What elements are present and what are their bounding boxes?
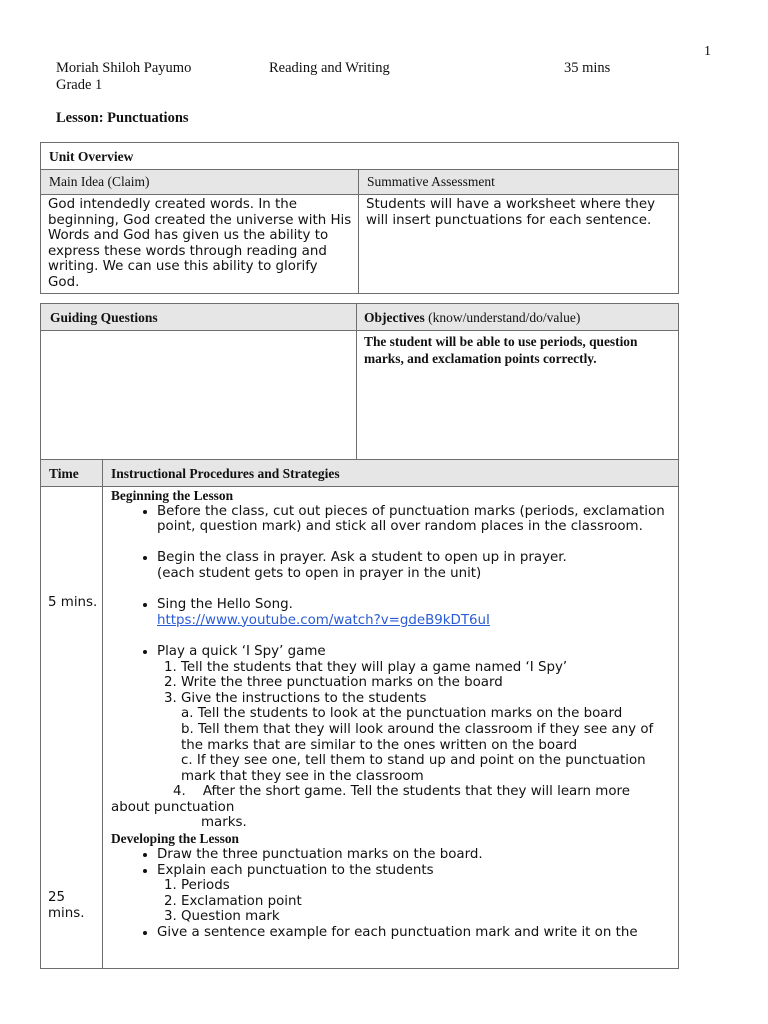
prayer-note: (each student gets to open in prayer in the unit) (157, 565, 482, 581)
developing-lesson-title: Developing the Lesson (111, 831, 239, 847)
spy-sub-a: a. Tell the students to look at the punctuation marks on the board (181, 706, 623, 722)
developing-list (111, 847, 672, 878)
game-list (111, 644, 672, 660)
prayer-list (111, 550, 672, 581)
list-item: • Give a sentence example for each punctuation mark and write it on the (157, 925, 672, 941)
duration-label: 35 mins (564, 60, 611, 76)
grade-label: Grade 1 (56, 77, 103, 93)
objectives-header (357, 304, 679, 331)
spy-step4-text: After the short game. Tell the students that they will learn more (202, 784, 630, 800)
spy-sub-b: b. Tell them that they will look around the classroom if they see any of the marks that are similar to the ones written on the board (181, 721, 654, 753)
time-column (41, 487, 103, 969)
main-idea-label: Main Idea (Claim) (41, 170, 359, 195)
lesson-title: Lesson: Punctuations (56, 110, 189, 126)
list-item (157, 550, 672, 581)
spy-step4-number: 4. (173, 784, 186, 800)
list-item: 1. Tell the students that they will play a game named ‘I Spy’ (181, 660, 672, 676)
beginning-list (111, 504, 672, 535)
punctuation-types (157, 878, 672, 925)
lesson-plan-table (40, 303, 679, 969)
time-label: Time (41, 460, 103, 487)
guiding-questions-text (41, 331, 357, 460)
strategies-label: Instructional Procedures and Strategies (103, 460, 679, 487)
time-beginning: 5 mins. (48, 595, 98, 610)
list-item: 2. Exclamation point (181, 894, 672, 910)
prayer-line: Begin the class in prayer. Ask a student to open up in prayer. (157, 550, 567, 566)
summative-assessment-text: Students will have a worksheet where they will insert punctuations for each sentence. (359, 195, 679, 294)
example-list (111, 925, 672, 941)
page-number: 1 (704, 44, 711, 59)
list-item (157, 597, 672, 628)
time-developing: 25 mins. (48, 890, 85, 921)
list-item: 3. Give the instructions to the students (181, 691, 672, 707)
song-list (111, 597, 672, 628)
list-item: • Play a quick ‘I Spy’ game (157, 644, 672, 660)
spy-step4-continued: about punctuation (111, 799, 235, 815)
spy-sub-c: c. If they see one, tell them to stand up and point on the punctuation mark that they see in the classroom (181, 753, 646, 784)
guiding-questions-label: Guiding Questions (41, 304, 357, 331)
objectives-sublabel: (know/understand/do/value) (424, 310, 581, 325)
beginning-lesson-title: Beginning the Lesson (111, 488, 234, 503)
list-item: • Draw the three punctuation marks on the board. (157, 847, 672, 863)
list-item: • Explain each punctuation to the students (157, 863, 672, 879)
list-item: • Before the class, cut out pieces of punctuation marks (periods, exclamation point, question mark) and stick all over random places in the classroom. (157, 504, 672, 535)
spy-step4-end: marks. (201, 815, 247, 831)
song-line: Sing the Hello Song. (157, 597, 293, 613)
author-name: Moriah Shiloh Payumo (56, 60, 192, 76)
list-item: 2. Write the three punctuation marks on the board (181, 675, 672, 691)
main-idea-text: God intendedly created words. In the beginning, God created the universe with His Words and God has given us the ability to express these words through reading and writing. We can use this ability to glorify God. (41, 195, 359, 294)
list-item: 1. Periods (181, 878, 672, 894)
objectives-label: Objectives (364, 310, 425, 325)
spy-steps (157, 660, 672, 707)
procedures-cell (103, 487, 679, 969)
list-item: 3. Question mark (181, 909, 672, 925)
unit-overview-table (40, 142, 679, 294)
objectives-text: The student will be able to use periods, question marks, and exclamation points correctly. (357, 331, 679, 460)
unit-overview-title: Unit Overview (41, 143, 679, 170)
hello-song-link[interactable]: https://www.youtube.com/watch?v=gdeB9kDT6uI (157, 612, 490, 628)
subject-label: Reading and Writing (269, 60, 390, 76)
summative-assessment-label: Summative Assessment (359, 170, 679, 195)
